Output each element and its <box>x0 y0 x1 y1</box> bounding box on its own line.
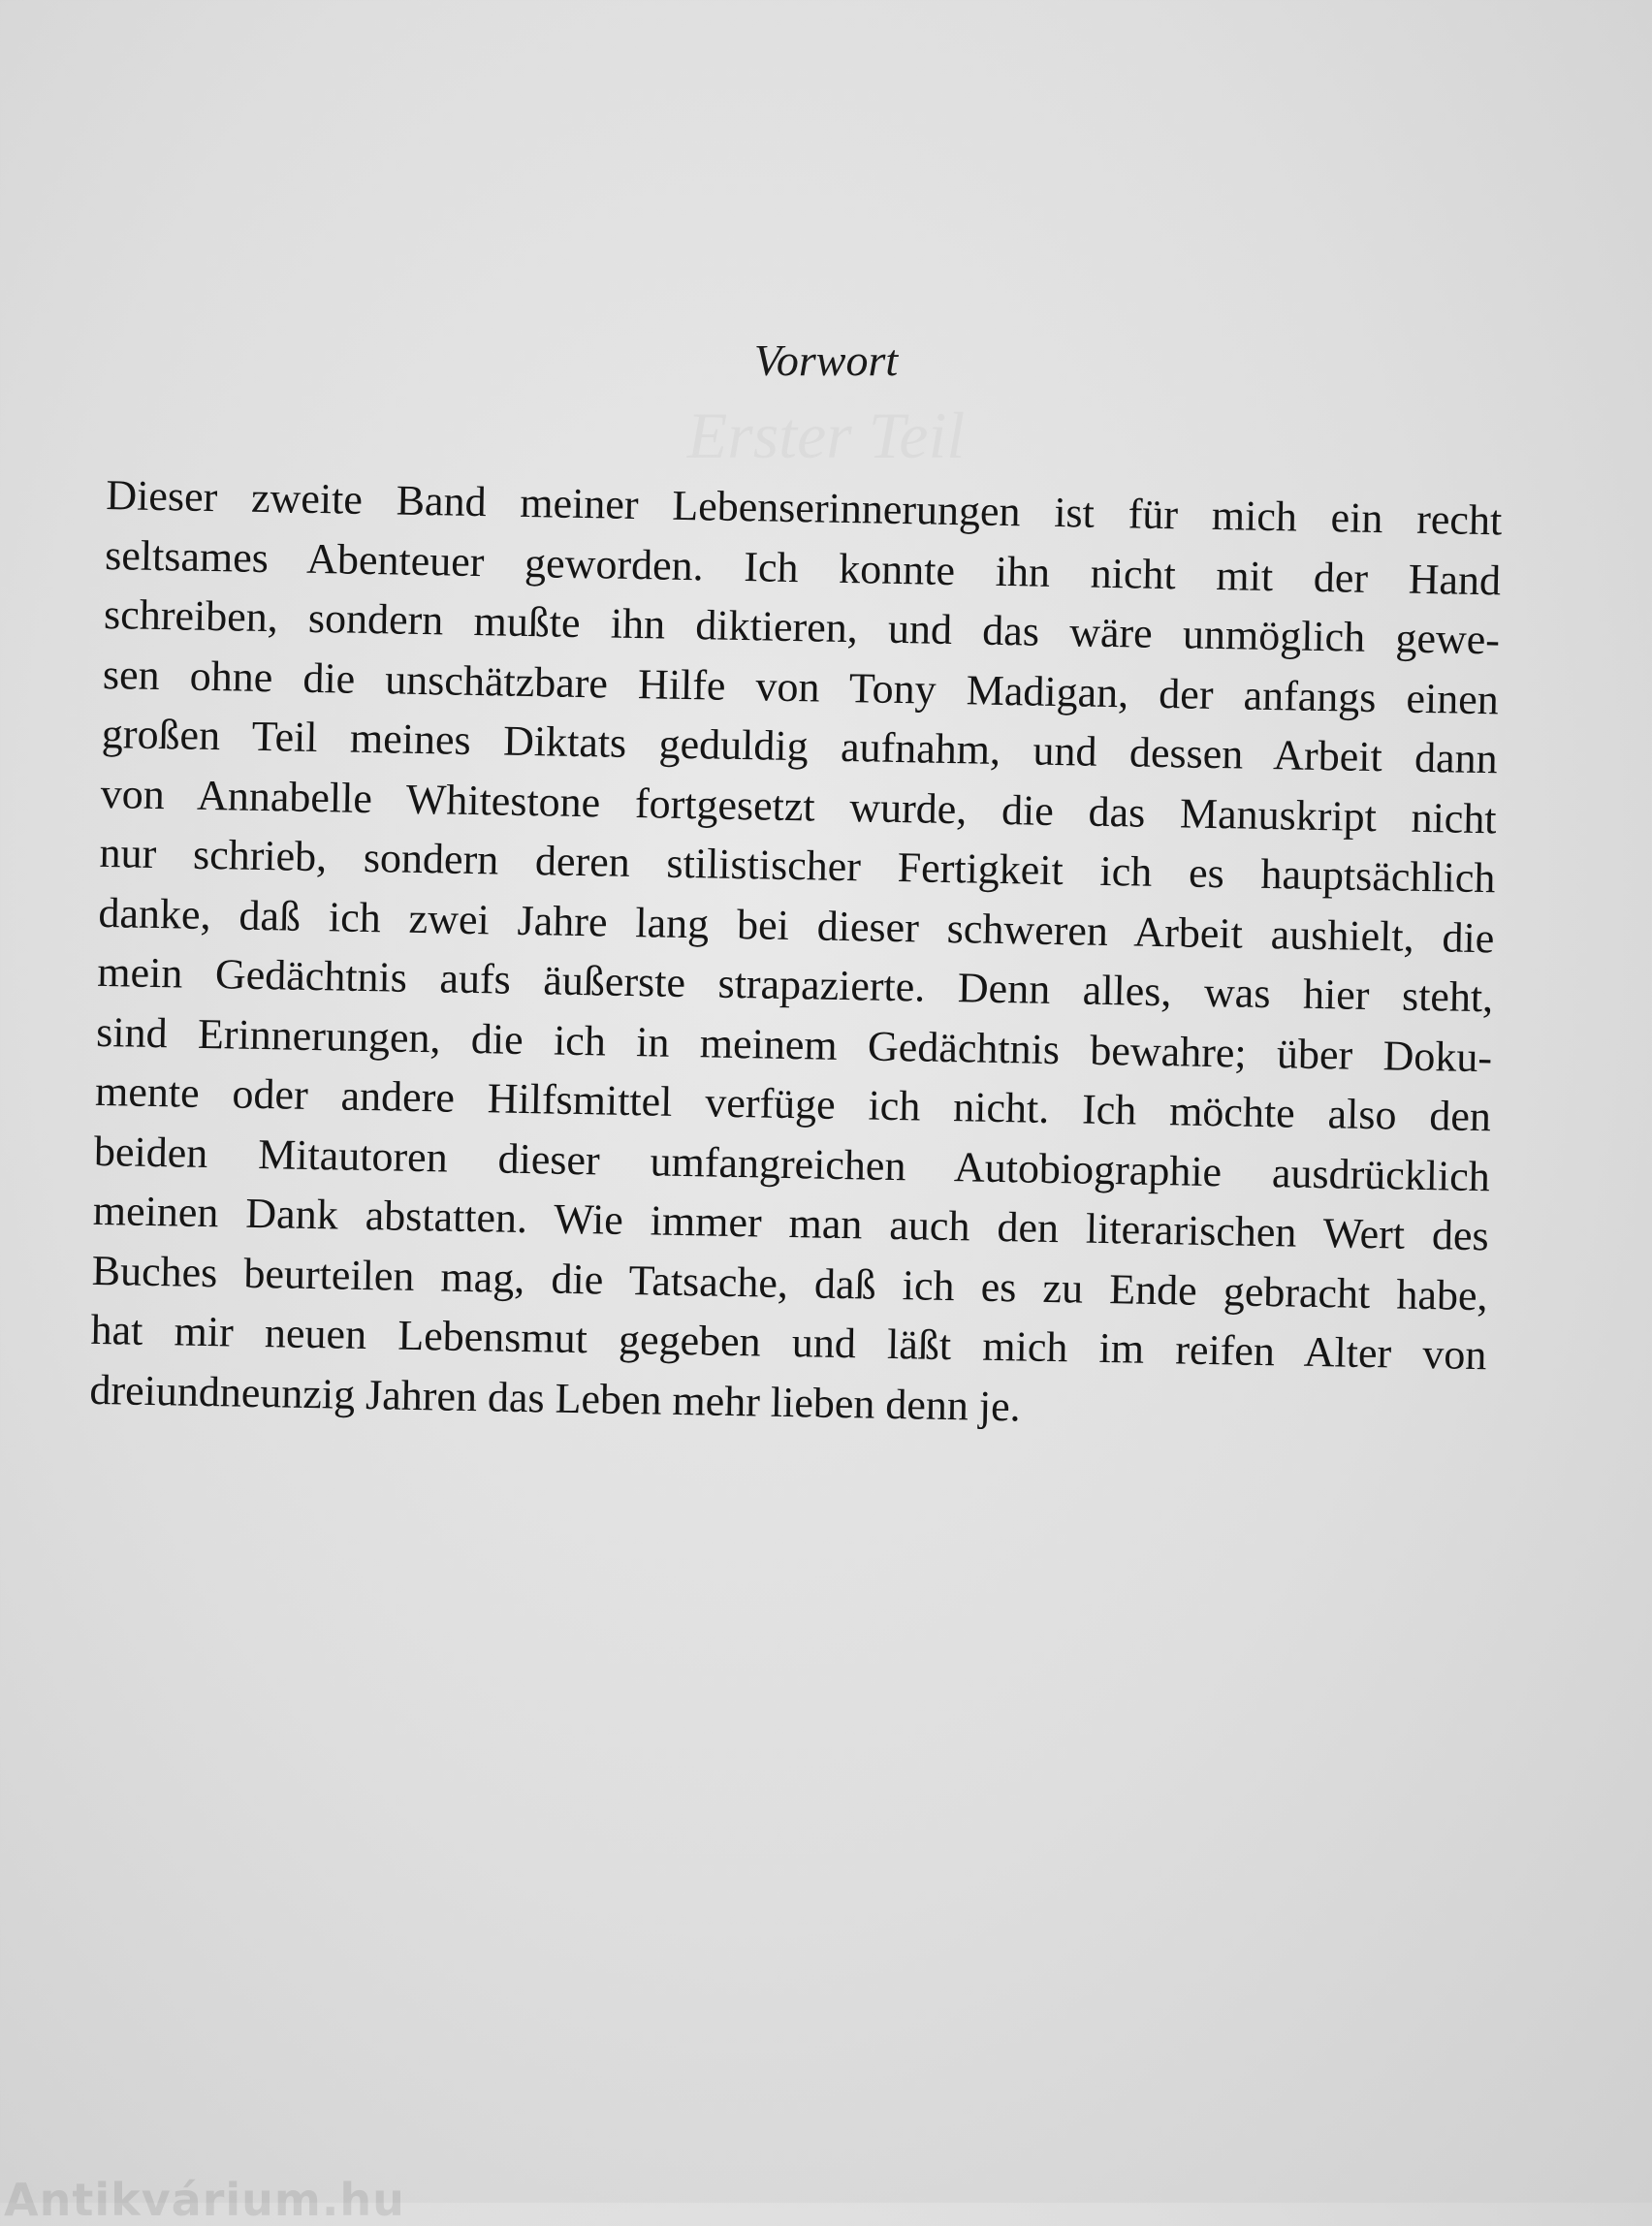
text-line: meinen Dank abstatten. Wie immer man auch den literarischen Wert des <box>92 1186 1490 1260</box>
text-line: von Annabelle Whitestone fortgesetzt wurde, die das Manuskript nicht <box>100 769 1498 843</box>
foreword-paragraph <box>89 465 1503 1445</box>
text-line: mein Gedächtnis aufs äußerste strapazierte. Denn alles, was hier steht, <box>96 947 1494 1022</box>
text-line: mente oder andere Hilfsmittel verfüge ich nicht. Ich möchte also den <box>94 1066 1492 1141</box>
text-line: hat mir neuen Lebensmut gegeben und läßt mich im reifen Alter von <box>90 1305 1487 1380</box>
text-line: dreiundneunzig Jahren das Leben mehr lieben denn je. <box>89 1365 1022 1430</box>
page-title: Vorwort <box>753 335 899 385</box>
text-line: danke, daß ich zwei Jahre lang bei dieser schweren Arbeit aushielt, die <box>98 888 1495 962</box>
text-line: seltsames Abenteuer geworden. Ich konnte ihn nicht mit der Hand <box>104 530 1502 604</box>
text-line: sind Erinnerungen, die ich in meinem Gedächtnis bewahre; über Doku- <box>95 1007 1493 1081</box>
text-line: nur schrieb, sondern deren stilistischer Fertigkeit ich es hauptsächlich <box>99 828 1496 903</box>
show-through-text <box>0 398 1652 474</box>
text-line: schreiben, sondern mußte ihn diktieren, und das wäre unmöglich gewe- <box>103 589 1501 664</box>
text-line: Dieser zweite Band meiner Lebenserinnerungen ist für mich ein recht <box>105 470 1503 545</box>
text-line: Buches beurteilen mag, die Tatsache, daß ich es zu Ende gebracht habe, <box>91 1246 1488 1320</box>
text-line: sen ohne die unschätzbare Hilfe von Tony Madigan, der anfangs einen <box>102 650 1500 723</box>
text-line: beiden Mitautoren dieser umfangreichen Autobiographie ausdrücklich <box>93 1127 1491 1200</box>
text-line: großen Teil meines Diktats geduldig aufnahm, und dessen Arbeit dann <box>101 709 1499 783</box>
watermark: Antikvárium.hu <box>4 2174 405 2226</box>
